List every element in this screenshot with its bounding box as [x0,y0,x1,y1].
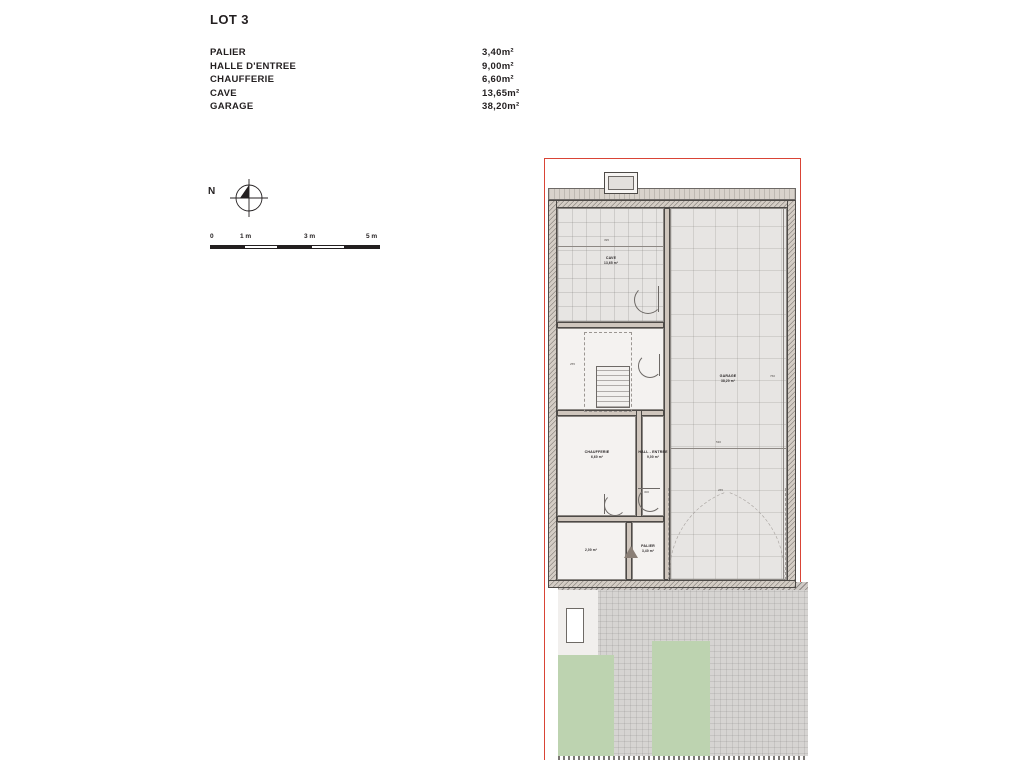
door-leaf-stair [659,354,660,376]
room-area-chaufferie: 6,60 m² [590,455,604,459]
legend-room-name: HALLE D'ENTREE [210,60,297,72]
page-title: LOT 3 [210,12,249,27]
lawn-area-middle [652,641,710,760]
legend-room-area: 13,65m² [482,87,520,99]
entrance-gate [566,608,584,643]
scale-bar-graphic [210,245,380,249]
dimension-cave-top: 395 [604,238,610,242]
room-name-garage: GARAGE [719,374,737,378]
legend-row [210,46,540,60]
scale-tick-label: 3 m [304,233,316,240]
roof-projection [548,188,796,200]
legend-room-name: CHAUFFERIE [210,74,275,86]
door-leaf-hall [638,488,660,489]
legend-room-area: 3,40m² [482,47,514,58]
dimension-garage-bottom: 530 [716,440,722,444]
legend-room-name: PALIER [210,47,246,58]
scale-tick-label: 5 m [366,233,378,240]
dimension-line-cave [557,246,664,247]
exterior-wall-west [548,200,557,588]
exterior-wall-north [548,200,796,208]
room-area-garage: 38,20 m² [721,379,735,383]
room-area-cave: 13,65 m² [604,261,618,265]
floor-plan [538,158,808,760]
skylight-glazing [608,176,634,190]
scale-bar [210,233,382,255]
property-line-top [544,158,801,159]
legend-row [210,73,540,87]
exterior-wall-east [787,200,796,588]
skylight [604,172,638,194]
door-swing-hall [638,488,662,512]
legend-room-area: 38,20m² [482,101,520,113]
scale-tick-label: 1 m [240,233,252,240]
door-leaf-cave [658,286,659,312]
room-name-cave: CAVE [605,256,617,260]
dimension-garage-door: 265 [718,488,724,492]
room-label-chaufferie [572,450,622,460]
door-swing-chaufferie [604,494,626,516]
room-label-hall [628,450,678,460]
property-line-left [544,158,545,760]
room-name-hall: HALL - ENTREE [638,450,668,454]
compass-north-label: N [208,186,216,197]
legend-row [210,87,540,101]
dimension-hall: 300 [644,490,650,494]
room-label-garage [703,374,753,384]
room-name-palier: PALIER [641,544,655,548]
room-area-palier: 3,40 m² [641,549,655,553]
dimension-garage-right: 760 [770,374,776,378]
room-area-local: 2,00 m² [584,548,598,552]
lawn-area-left [558,655,614,760]
legend-room-area: 6,60m² [482,74,514,86]
door-leaf-chaufferie [604,494,605,514]
legend-row [210,60,540,74]
room-area-hall: 9,00 m² [646,455,660,459]
site-bottom-edge [558,756,808,760]
legend-row [210,100,540,114]
stair-direction-arrow [624,546,638,558]
legend-room-name: GARAGE [210,101,254,113]
compass-north-icon [226,175,272,221]
compass [208,175,278,221]
garage-door-swing-arcs [666,488,788,582]
staircase [596,366,630,408]
room-name-chaufferie: CHAUFFERIE [584,450,610,454]
legend-room-area: 9,00m² [482,60,514,72]
legend-room-name: CAVE [210,87,237,99]
title-block [210,12,540,114]
scale-tick-label: 0 [210,233,214,240]
dimension-stair: 255 [570,362,576,366]
room-label-cave [586,256,636,266]
dimension-line-garage-bottom [670,448,787,449]
dimension-line-garage-right [783,208,784,580]
room-label-local [566,548,616,553]
